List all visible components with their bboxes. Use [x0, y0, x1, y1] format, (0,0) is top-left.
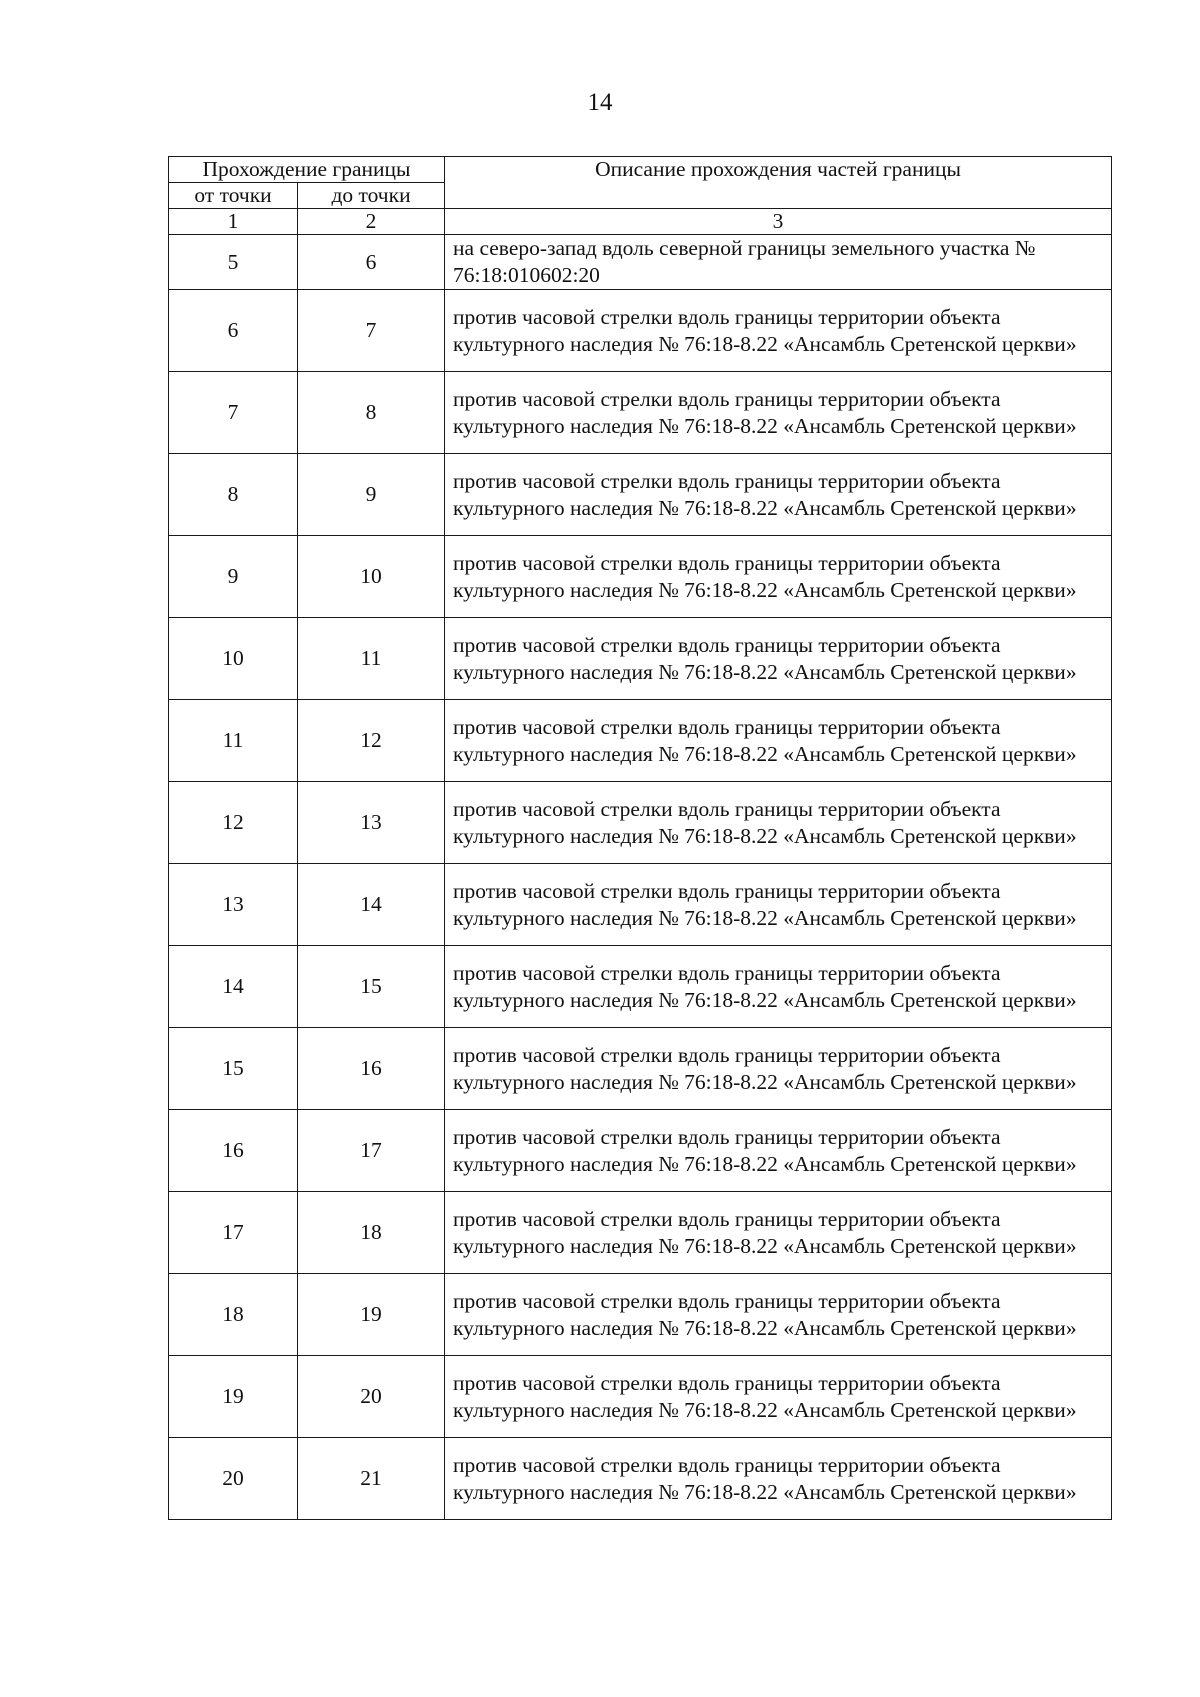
table-row	[169, 1110, 1112, 1192]
header-row-group	[169, 157, 1112, 183]
from-point-cell: 10	[169, 618, 298, 700]
to-point-cell: 15	[298, 946, 445, 1028]
from-point-cell: 6	[169, 290, 298, 372]
to-point-cell: 10	[298, 536, 445, 618]
description-cell: против часовой стрелки вдоль границы территории объекта культурного наследия № 76:18-8.22 «Ансамбль Сретенской церкви»	[445, 700, 1112, 782]
from-point-cell: 16	[169, 1110, 298, 1192]
description-cell: против часовой стрелки вдоль границы территории объекта культурного наследия № 76:18-8.22 «Ансамбль Сретенской церкви»	[445, 1274, 1112, 1356]
table-row	[169, 536, 1112, 618]
description-cell: против часовой стрелки вдоль границы территории объекта культурного наследия № 76:18-8.22 «Ансамбль Сретенской церкви»	[445, 1192, 1112, 1274]
table-row	[169, 1192, 1112, 1274]
to-point-cell: 17	[298, 1110, 445, 1192]
table-header	[169, 157, 1112, 235]
to-point-cell: 6	[298, 235, 445, 290]
to-point-cell: 21	[298, 1438, 445, 1520]
from-point-cell: 7	[169, 372, 298, 454]
table-row	[169, 1028, 1112, 1110]
table-row	[169, 618, 1112, 700]
table-row	[169, 372, 1112, 454]
table-row	[169, 290, 1112, 372]
column-number-3: 3	[445, 209, 1112, 235]
description-cell: против часовой стрелки вдоль границы территории объекта культурного наследия № 76:18-8.22 «Ансамбль Сретенской церкви»	[445, 864, 1112, 946]
description-cell: против часовой стрелки вдоль границы территории объекта культурного наследия № 76:18-8.22 «Ансамбль Сретенской церкви»	[445, 1438, 1112, 1520]
from-point-cell: 19	[169, 1356, 298, 1438]
page-number: 14	[587, 89, 613, 116]
table-row	[169, 946, 1112, 1028]
description-cell: против часовой стрелки вдоль границы территории объекта культурного наследия № 76:18-8.22 «Ансамбль Сретенской церкви»	[445, 536, 1112, 618]
description-cell: против часовой стрелки вдоль границы территории объекта культурного наследия № 76:18-8.22 «Ансамбль Сретенской церкви»	[445, 372, 1112, 454]
description-cell: против часовой стрелки вдоль границы территории объекта культурного наследия № 76:18-8.22 «Ансамбль Сретенской церкви»	[445, 1028, 1112, 1110]
to-point-cell: 13	[298, 782, 445, 864]
header-description: Описание прохождения частей границы	[445, 157, 1112, 209]
description-cell: против часовой стрелки вдоль границы территории объекта культурного наследия № 76:18-8.22 «Ансамбль Сретенской церкви»	[445, 946, 1112, 1028]
to-point-cell: 8	[298, 372, 445, 454]
from-point-cell: 11	[169, 700, 298, 782]
to-point-cell: 9	[298, 454, 445, 536]
to-point-cell: 19	[298, 1274, 445, 1356]
from-point-cell: 20	[169, 1438, 298, 1520]
table-row	[169, 454, 1112, 536]
table-row	[169, 235, 1112, 290]
table-row	[169, 782, 1112, 864]
from-point-cell: 12	[169, 782, 298, 864]
description-cell: против часовой стрелки вдоль границы территории объекта культурного наследия № 76:18-8.22 «Ансамбль Сретенской церкви»	[445, 1110, 1112, 1192]
boundary-table	[168, 156, 1112, 1520]
table-row	[169, 1274, 1112, 1356]
header-row-column-numbers	[169, 209, 1112, 235]
from-point-cell: 18	[169, 1274, 298, 1356]
description-cell: против часовой стрелки вдоль границы территории объекта культурного наследия № 76:18-8.22 «Ансамбль Сретенской церкви»	[445, 618, 1112, 700]
header-to-point: до точки	[298, 183, 445, 209]
column-number-1: 1	[169, 209, 298, 235]
column-number-2: 2	[298, 209, 445, 235]
table-row	[169, 864, 1112, 946]
description-cell: против часовой стрелки вдоль границы территории объекта культурного наследия № 76:18-8.22 «Ансамбль Сретенской церкви»	[445, 454, 1112, 536]
from-point-cell: 5	[169, 235, 298, 290]
from-point-cell: 8	[169, 454, 298, 536]
from-point-cell: 9	[169, 536, 298, 618]
to-point-cell: 7	[298, 290, 445, 372]
table-body	[169, 235, 1112, 1520]
from-point-cell: 17	[169, 1192, 298, 1274]
description-cell: на северо-запад вдоль северной границы земельного участка № 76:18:010602:20	[445, 235, 1112, 290]
to-point-cell: 18	[298, 1192, 445, 1274]
to-point-cell: 14	[298, 864, 445, 946]
to-point-cell: 12	[298, 700, 445, 782]
from-point-cell: 15	[169, 1028, 298, 1110]
from-point-cell: 13	[169, 864, 298, 946]
description-cell: против часовой стрелки вдоль границы территории объекта культурного наследия № 76:18-8.22 «Ансамбль Сретенской церкви»	[445, 290, 1112, 372]
table-row	[169, 700, 1112, 782]
to-point-cell: 11	[298, 618, 445, 700]
table-row	[169, 1356, 1112, 1438]
header-boundary-passage: Прохождение границы	[169, 157, 445, 183]
table-row	[169, 1438, 1112, 1520]
header-from-point: от точки	[169, 183, 298, 209]
description-cell: против часовой стрелки вдоль границы территории объекта культурного наследия № 76:18-8.22 «Ансамбль Сретенской церкви»	[445, 782, 1112, 864]
to-point-cell: 16	[298, 1028, 445, 1110]
from-point-cell: 14	[169, 946, 298, 1028]
description-cell: против часовой стрелки вдоль границы территории объекта культурного наследия № 76:18-8.22 «Ансамбль Сретенской церкви»	[445, 1356, 1112, 1438]
to-point-cell: 20	[298, 1356, 445, 1438]
